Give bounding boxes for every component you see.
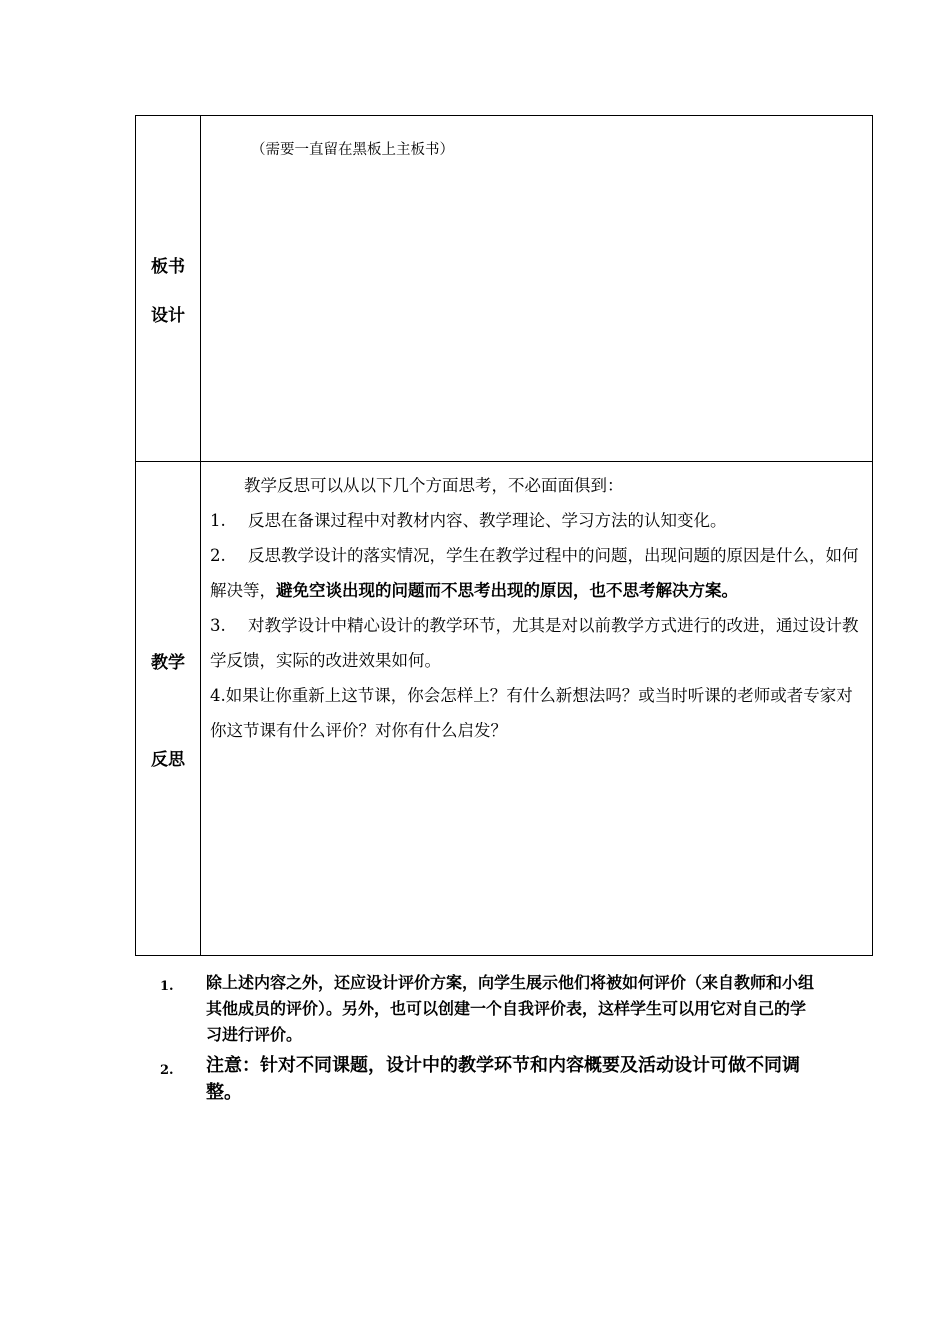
teaching-reflection-row bbox=[136, 462, 873, 956]
board-design-label bbox=[136, 116, 201, 462]
teaching-reflection-label bbox=[136, 462, 201, 956]
reflection-body bbox=[201, 462, 872, 748]
footnote-item bbox=[150, 970, 820, 1048]
reflection-item-number: 3. bbox=[210, 616, 226, 635]
reflection-item-text: 反思在备课过程中对教材内容、教学理论、学习方法的认知变化。 bbox=[248, 511, 727, 530]
reflection-item-number: 4. bbox=[210, 686, 226, 705]
reflection-item bbox=[210, 503, 864, 538]
footnote-text: 除上述内容之外，还应设计评价方案，向学生展示他们将被如何评价（来自教师和小组其他成员的评价）。另外，也可以创建一个自我评价表，这样学生可以用它对自己的学习进行评价。 bbox=[206, 973, 815, 1044]
reflection-item-text: 对教学设计中精心设计的教学环节，尤其是对以前教学方式进行的改进，通过设计教学反馈，实际的改进效果如何。 bbox=[210, 616, 859, 670]
board-design-row bbox=[136, 116, 873, 462]
reflection-item bbox=[210, 608, 864, 678]
reflection-item-text: 如果让你重新上这节课，你会怎样上？有什么新想法吗？或当时听课的老师或者专家对你这节课有什么评价？对你有什么启发？ bbox=[210, 686, 853, 740]
board-design-content bbox=[201, 116, 873, 462]
lesson-plan-table bbox=[135, 115, 873, 956]
board-design-note: （需要一直留在黑板上主板书） bbox=[251, 142, 454, 158]
footnote-text: 注意：针对不同课题，设计中的教学环节和内容概要及活动设计可做不同调整。 bbox=[206, 1055, 800, 1103]
reflection-item-bold-text: 避免空谈出现的问题而不思考出现的原因，也不思考解决方案。 bbox=[276, 581, 738, 600]
reflection-label-line1: 教学 bbox=[151, 652, 185, 673]
teaching-reflection-content bbox=[201, 462, 873, 956]
reflection-intro: 教学反思可以从以下几个方面思考，不必面面俱到： bbox=[244, 476, 624, 495]
board-label-line1: 板书 bbox=[151, 256, 185, 277]
reflection-item-number: 2. bbox=[210, 546, 226, 565]
board-label-line2: 设计 bbox=[151, 305, 185, 326]
footnote-number: 2. bbox=[160, 1063, 174, 1078]
footnote-item bbox=[150, 1052, 820, 1106]
footnote-number: 1. bbox=[160, 979, 174, 994]
footnotes bbox=[150, 970, 820, 1106]
reflection-item-text: 反思教学设计的落实情况，学生在教学过程中的问题，出现问题的原因是什么，如何解决等， bbox=[210, 546, 859, 600]
reflection-label-line2: 反思 bbox=[151, 749, 185, 770]
reflection-item bbox=[210, 678, 864, 748]
reflection-item-number: 1. bbox=[210, 511, 226, 530]
reflection-item bbox=[210, 538, 864, 608]
